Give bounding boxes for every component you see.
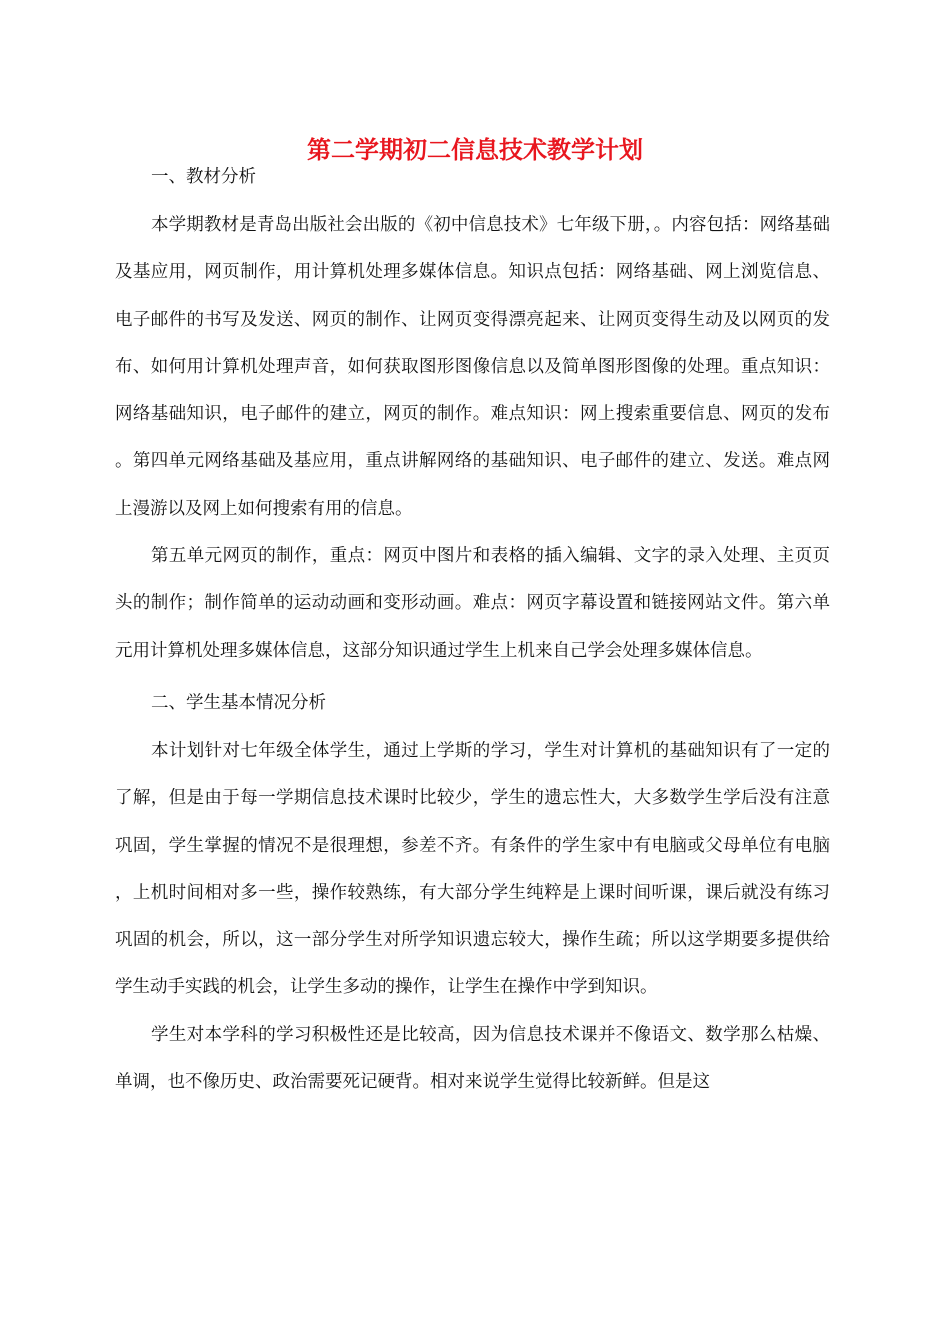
section-textbook-analysis xyxy=(115,163,830,675)
paragraph: 本计划针对七年级全体学生，通过上学斯的学习，学生对计算机的基础知识有了一定的了解，但是由于每一学期信息技术课时比较少，学生的遗忘性大，大多数学生学后没有注意巩固，学生掌握的情况不是很理想，参差不齐。有条件的学生家中有电脑或父母单位有电脑，上机时间相对多一些，操作较熟练，有大部分学生纯粹是上课时间听课，课后就没有练习巩固的机会，所以，这一部分学生对所学知识遗忘较大，操作生疏；所以这学期要多提供给学生动手实践的机会，让学生多动的操作，让学生在操作中学到知识。 xyxy=(115,740,830,998)
document-title: 第二学期初二信息技术教学计划 xyxy=(307,135,643,164)
paragraph: 第五单元网页的制作，重点：网页中图片和表格的插入编辑、文字的录入处理、主页页头的制作；制作简单的运动动画和变形动画。难点：网页字幕设置和链接网站文件。第六单元用计算机处理多媒体信息，这部分知识通过学生上机来自己学会处理多媒体信息。 xyxy=(115,546,830,661)
section-heading: 一、教材分析 xyxy=(151,167,256,187)
paragraph: 本学期教材是青岛出版社会出版的《初中信息技术》七年级下册，。内容包括：网络基础及基应用，网页制作，用计算机处理多媒体信息。知识点包括：网络基础、网上浏览信息、电子邮件的书写及发送、网页的制作、让网页变得漂亮起来、让网页变得生动及以网页的发布、如何用计算机处理声音，如何获取图形图像信息以及简单图形图像的处理。重点知识：网络基础知识，电子邮件的建立，网页的制作。难点知识：网上搜索重要信息、网页的发布。第四单元网络基础及基应用，重点讲解网络的基础知识、电子邮件的建立、发送。难点网上漫游以及网上如何搜索有用的信息。 xyxy=(115,215,830,519)
section-student-analysis xyxy=(115,689,830,1106)
section-heading: 二、学生基本情况分析 xyxy=(151,692,326,713)
paragraph: 学生对本学科的学习积极性还是比较高，因为信息技术课并不像语文、数学那么枯燥、单调，也不像历史、政治需要死记硬背。相对来说学生觉得比较新鲜。但是这 xyxy=(115,1024,830,1093)
document-body xyxy=(115,163,830,1106)
